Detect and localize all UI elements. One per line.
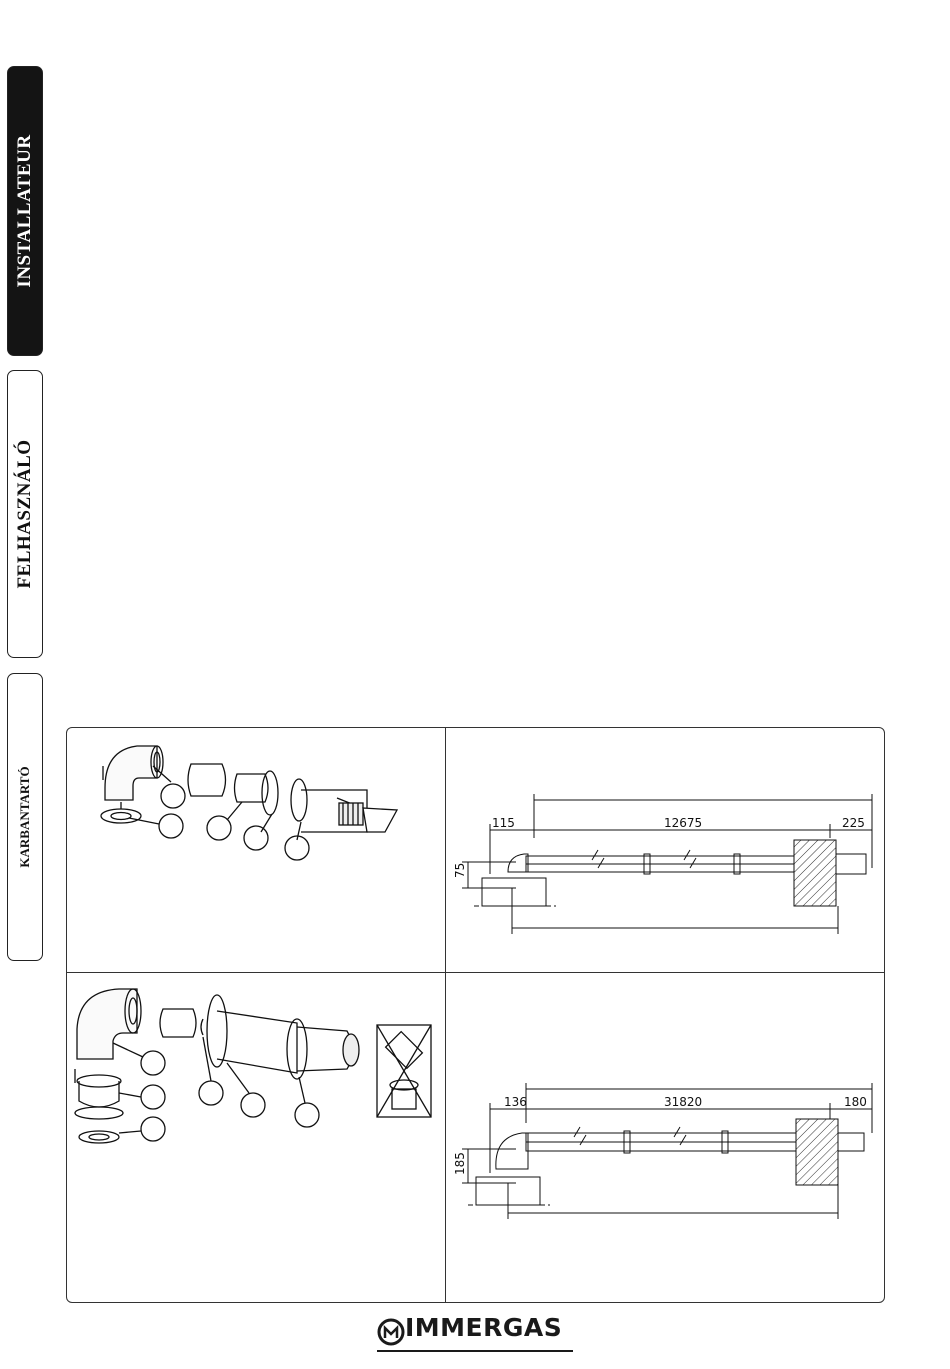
side-tab-maintenance[interactable] [7, 673, 43, 961]
dim-middle-b: 31820 [664, 1095, 703, 1109]
side-tab-user[interactable] [7, 370, 43, 658]
side-tab-installateur[interactable] [7, 66, 43, 356]
side-tab-label: KARBANTARTÓ [17, 766, 32, 868]
dim-right-a: 225 [842, 816, 865, 830]
panel-dimension-a [446, 728, 884, 972]
kit-illustration-b [67, 973, 445, 1302]
panel-dimension-b [446, 973, 884, 1302]
dim-left-a: 115 [492, 816, 515, 830]
dim-left-b: 136 [504, 1095, 527, 1109]
kit-illustration-a [67, 728, 445, 972]
panel-kit-exploded-b [67, 973, 445, 1302]
dim-height-b: 185 [453, 1152, 467, 1175]
dim-right-b: 180 [844, 1095, 867, 1109]
dimension-drawing-b [446, 973, 884, 1302]
dim-middle-a: 12675 [664, 816, 703, 830]
side-tab-label: FELHASZNÁLÓ [14, 439, 35, 589]
side-tab-label: INSTALLATEUR [14, 134, 35, 288]
dimension-drawing-a [446, 728, 884, 972]
dim-height-a: 75 [453, 862, 467, 878]
panel-kit-exploded-a [67, 728, 445, 972]
brand-name: IMMERGAS [405, 1313, 563, 1342]
